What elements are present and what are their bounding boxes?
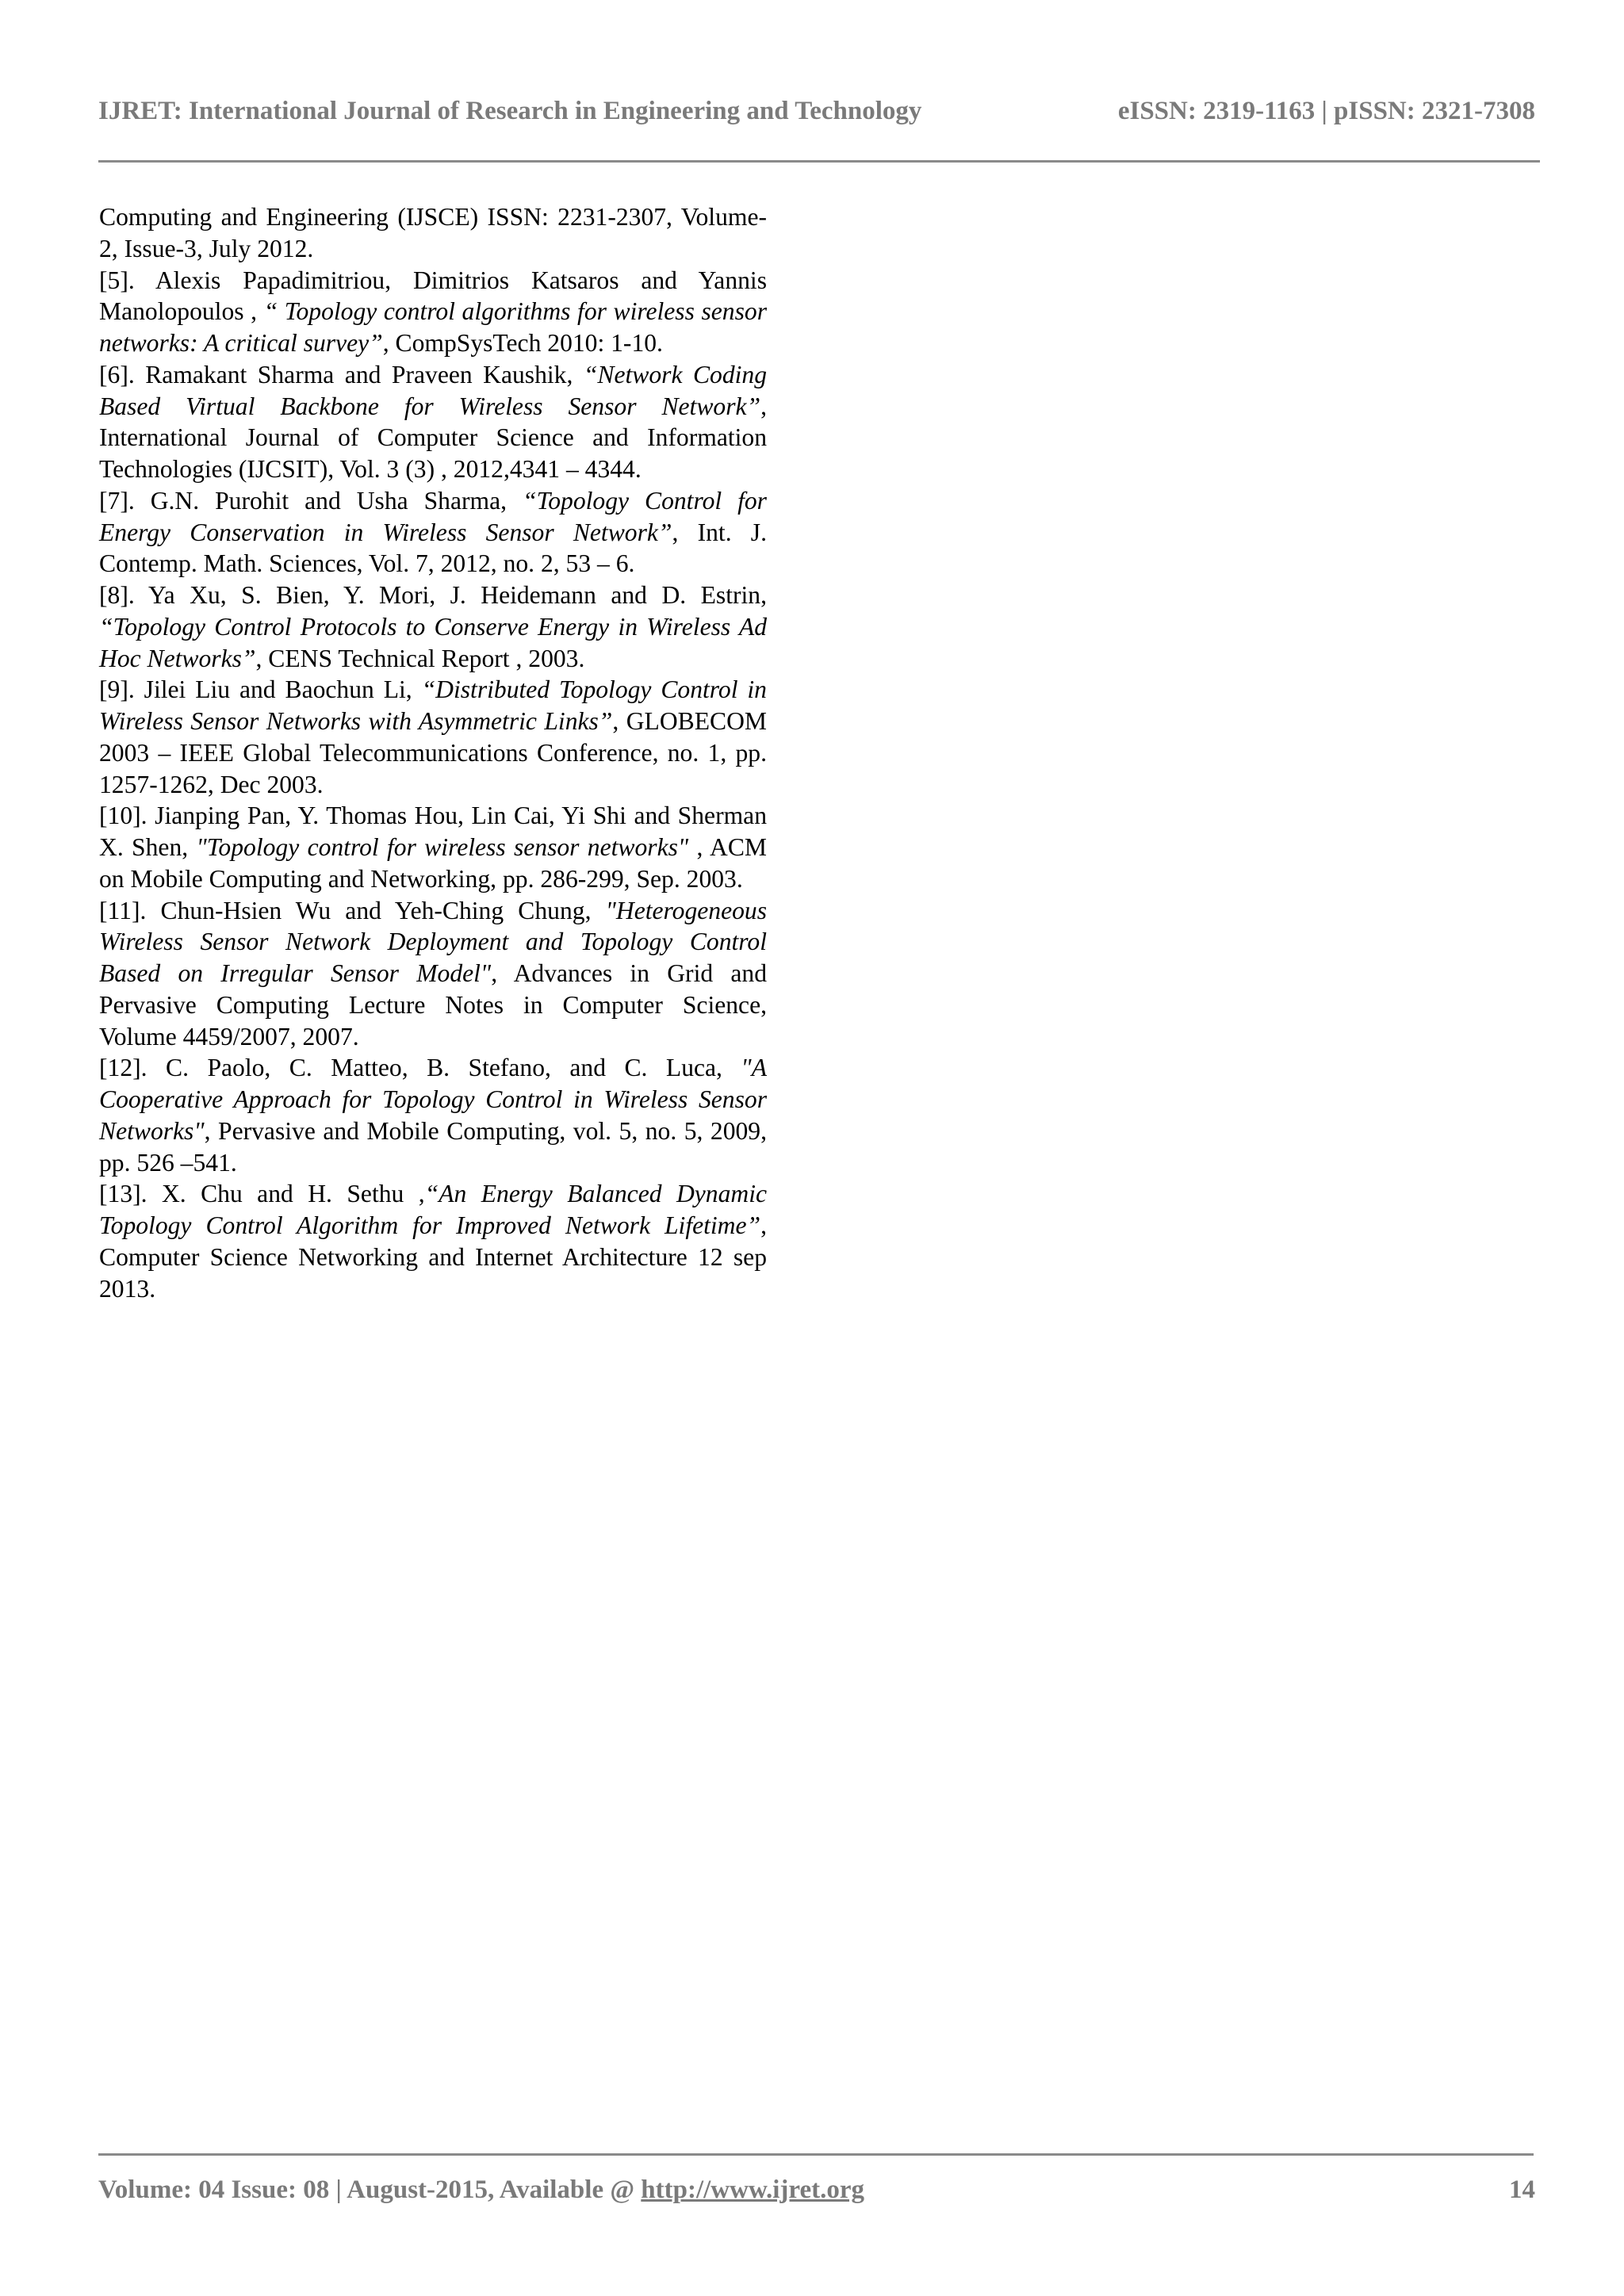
reference-entry	[99, 201, 767, 265]
reference-list	[99, 201, 767, 1304]
reference-title: “An Energy Balanced Dynamic Topology Control Algorithm for Improved Network Lifetime”	[99, 1180, 767, 1239]
header-divider	[98, 160, 1540, 163]
page-footer	[98, 2175, 1535, 2214]
reference-entry	[99, 580, 767, 674]
reference-entry	[99, 265, 767, 359]
reference-text: , Int. J. Contemp. Math. Sciences, Vol. 7, 2012, no. 2, 53 – 6.	[99, 518, 767, 578]
reference-title: "A Cooperative Approach for Topology Control in Wireless Sensor Networks"	[99, 1054, 767, 1145]
footer-volume-info	[98, 2175, 864, 2205]
reference-text: , CompSysTech 2010: 1-10.	[382, 329, 663, 357]
reference-title: “Distributed Topology Control in Wireless Sensor Networks with Asymmetric Links”	[99, 675, 767, 735]
reference-entry	[99, 1178, 767, 1304]
reference-text: , GLOBECOM 2003 – IEEE Global Telecommunications Conference, no. 1, pp. 1257-1262, Dec 2003.	[99, 707, 767, 798]
reference-text: [5]. Alexis Papadimitriou, Dimitrios Katsaros and Yannis Manolopoulos ,	[99, 266, 767, 326]
reference-title: “Topology Control for Energy Conservation in Wireless Sensor Network”	[99, 486, 767, 546]
reference-text: , Advances in Grid and Pervasive Computing Lecture Notes in Computer Science, Volume 4459/2007, 2007.	[99, 959, 768, 1050]
reference-text: [12]. C. Paolo, C. Matteo, B. Stefano, and C. Luca,	[99, 1054, 741, 1082]
reference-title: “Topology Control Protocols to Conserve Energy in Wireless Ad Hoc Networks”	[99, 612, 767, 672]
reference-title: “ Topology control algorithms for wireless sensor networks: A critical survey”	[99, 297, 767, 357]
reference-entry	[99, 485, 767, 580]
reference-title: “Network Coding Based Virtual Backbone for Wireless Sensor Network”	[99, 360, 768, 420]
page-header	[98, 97, 1535, 136]
page-number: 14	[1509, 2175, 1535, 2204]
reference-text: [10]. Jianping Pan, Y. Thomas Hou, Lin Cai, Yi Shi and Sherman X. Shen,	[99, 802, 767, 861]
reference-text: [8]. Ya Xu, S. Bien, Y. Mori, J. Heidemann and D. Estrin,	[99, 581, 767, 609]
reference-text: [7]. G.N. Purohit and Usha Sharma,	[99, 486, 523, 515]
reference-entry	[99, 359, 767, 485]
journal-title: IJRET: International Journal of Research in Engineering and Technology	[98, 97, 922, 125]
footer-volume-text: Volume: 04 Issue: 08 | August-2015, Available @	[98, 2175, 642, 2204]
reference-text: Computing and Engineering (IJSCE) ISSN: 2231-2307, Volume-2, Issue-3, July 2012.	[99, 203, 767, 262]
journal-website-link[interactable]: http://www.ijret.org	[641, 2175, 864, 2204]
reference-entry	[99, 674, 767, 800]
reference-entry	[99, 1052, 767, 1178]
footer-divider	[98, 2153, 1534, 2156]
reference-text: , International Journal of Computer Science and Information Technologies (IJCSIT), Vol. 3 (3) , 2012,4341 – 4344.	[99, 392, 767, 483]
reference-text: , Computer Science Networking and Internet Architecture 12 sep 2013.	[99, 1211, 767, 1303]
reference-text: [13]. X. Chu and H. Sethu ,	[99, 1180, 425, 1208]
reference-entry	[99, 800, 767, 894]
reference-text: [6]. Ramakant Sharma and Praveen Kaushik,	[99, 360, 584, 388]
reference-title: "Heterogeneous Wireless Sensor Network Deployment and Topology Control Based on Irregular Sensor Model"	[99, 896, 767, 987]
reference-text: , Pervasive and Mobile Computing, vol. 5, no. 5, 2009, pp. 526 –541.	[99, 1116, 767, 1177]
reference-text: [11]. Chun-Hsien Wu and Yeh-Ching Chung,	[99, 896, 606, 924]
reference-text: , ACM on Mobile Computing and Networking, pp. 286-299, Sep. 2003.	[99, 833, 767, 893]
reference-title: "Topology control for wireless sensor networks"	[196, 833, 689, 861]
journal-issn: eISSN: 2319-1163 | pISSN: 2321-7308	[1117, 97, 1535, 125]
reference-entry	[99, 895, 767, 1053]
reference-text: [9]. Jilei Liu and Baochun Li,	[99, 675, 422, 704]
reference-text: , CENS Technical Report , 2003.	[255, 644, 585, 672]
